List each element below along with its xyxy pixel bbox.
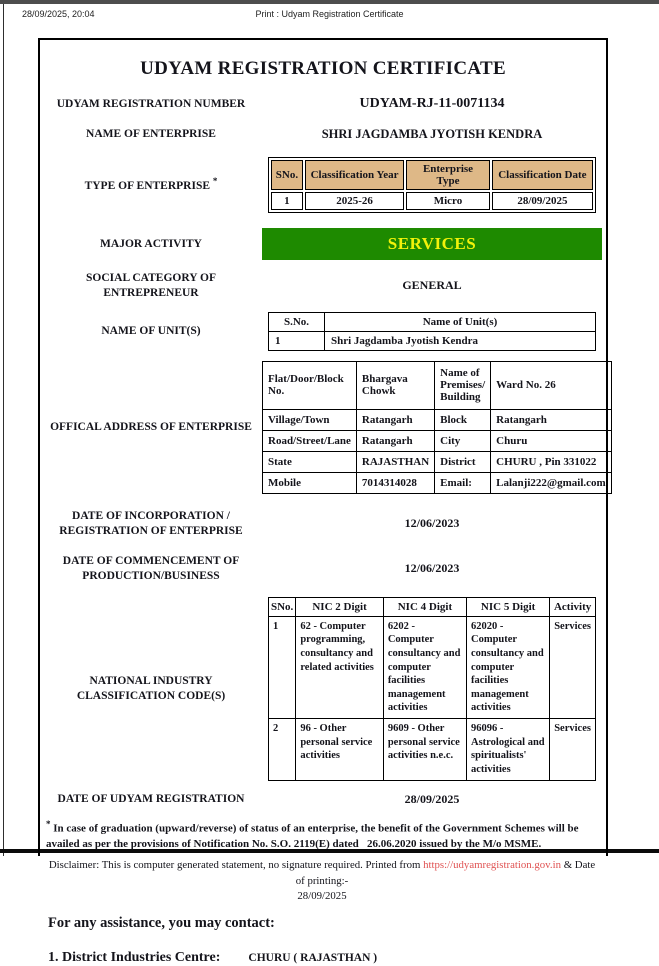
address-table-row [263, 361, 612, 409]
nic-table-header: NIC 4 Digit [383, 597, 466, 616]
print-datetime: 28/09/2025, 20:04 [22, 9, 95, 19]
social-category-row [40, 271, 606, 301]
footnote-asterisk: * [46, 818, 51, 829]
incorporation-row [40, 509, 606, 539]
address-cell: Flat/Door/Block No. [263, 361, 357, 409]
udyam-registration-link[interactable]: https://udyamregistration.gov.in [423, 859, 561, 872]
window-left-edge [3, 4, 4, 856]
enterprise-type-row [40, 157, 606, 213]
address-label: OFFICAL ADDRESS OF ENTERPRISE [50, 420, 252, 433]
disclaimer [46, 858, 598, 905]
units-row [40, 312, 606, 351]
address-table-row [263, 451, 612, 472]
address-cell: Block [435, 409, 491, 430]
commencement-label: DATE OF COMMENCEMENT OF PRODUCTION/BUSINESS [62, 554, 240, 582]
nic-cell: Services [550, 719, 596, 781]
units-table-header: S.No. [269, 312, 325, 331]
nic-cell: 9609 - Other personal service activities n.e.c. [383, 719, 466, 781]
address-cell: Ratangarh [356, 430, 434, 451]
address-row [40, 361, 606, 494]
type-table-header: Enterprise Type [406, 160, 490, 190]
nic-cell: Services [550, 616, 596, 718]
nic-table-header-row [269, 597, 596, 616]
units-label: NAME OF UNIT(S) [101, 324, 201, 337]
nic-row [40, 597, 606, 781]
units-table-row [269, 331, 596, 350]
units-table-header: Name of Unit(s) [325, 312, 596, 331]
nic-table-row [269, 719, 596, 781]
address-cell: Ratangarh [356, 409, 434, 430]
social-category-value: GENERAL [402, 278, 462, 293]
udyam-date-row [40, 792, 606, 807]
major-activity-label: MAJOR ACTIVITY [100, 237, 202, 250]
address-cell: District [435, 451, 491, 472]
enterprise-type-label [40, 176, 262, 194]
type-table-cell: 1 [271, 192, 303, 210]
address-cell: Road/Street/Lane [263, 430, 357, 451]
enterprise-type-label-text: TYPE OF ENTERPRISE [84, 179, 211, 192]
address-table-row [263, 430, 612, 451]
enterprise-name-label: NAME OF ENTERPRISE [86, 128, 216, 141]
print-doc-title: Print : Udyam Registration Certificate [255, 9, 404, 19]
address-cell: 7014314028 [356, 472, 434, 493]
address-cell: Email: [435, 472, 491, 493]
address-cell: State [263, 451, 357, 472]
nic-cell: 62020 - Computer consultancy and computer facilities management activities [467, 616, 550, 718]
nic-table-header: Activity [550, 597, 596, 616]
window-top-edge [0, 0, 659, 4]
address-cell: City [435, 430, 491, 451]
browser-print-header [0, 9, 659, 19]
nic-label: NATIONAL INDUSTRY CLASSIFICATION CODE(S) [76, 674, 226, 702]
address-cell: RAJASTHAN [356, 451, 434, 472]
type-table-cell: Micro [406, 192, 490, 210]
nic-table [268, 597, 596, 781]
disclaimer-prefix: Disclaimer: This is computer generated statement, no signature required. Printed from [48, 859, 421, 872]
address-cell: Ratangarh [491, 409, 612, 430]
registration-number-label: UDYAM REGISTRATION NUMBER [56, 97, 246, 110]
registration-number-row [40, 96, 606, 112]
incorporation-date: 12/06/2023 [404, 516, 460, 531]
type-table-header: SNo. [271, 160, 303, 190]
nic-table-header: NIC 2 Digit [296, 597, 384, 616]
units-table-cell: 1 [269, 331, 325, 350]
type-table-row [271, 192, 593, 210]
nic-cell: 6202 - Computer consultancy and computer facilities management activities [383, 616, 466, 718]
dic-value: CHURU ( RAJASTHAN ) [248, 952, 378, 965]
address-cell: CHURU , Pin 331022 [491, 451, 612, 472]
address-table [262, 361, 612, 494]
certificate-title: UDYAM REGISTRATION CERTIFICATE [140, 58, 506, 79]
certificate-box [38, 38, 608, 966]
units-table-header-row [269, 312, 596, 331]
footnote-text: In case of graduation (upward/reverse) of status of an enterprise, the benefit of the Government Schemes will be availed as per the provisions of Notification No. S.O. 2119(E) dated 26.06.2020 issued by the M/o MSME. [46, 822, 582, 851]
type-table-header: Classification Date [492, 160, 593, 190]
type-table-cell: 2025-26 [305, 192, 404, 210]
nic-table-header: SNo. [269, 597, 296, 616]
major-activity-row [40, 228, 606, 260]
assistance-heading: For any assistance, you may contact: [48, 915, 275, 932]
registration-number-value: UDYAM-RJ-11-0071134 [359, 96, 505, 111]
commencement-date: 12/06/2023 [404, 561, 460, 576]
major-activity-value: SERVICES [387, 234, 477, 253]
address-cell: Ward No. 26 [491, 361, 612, 409]
social-category-label: SOCIAL CATEGORY OF ENTREPRENEUR [86, 272, 216, 299]
address-cell: Mobile [263, 472, 357, 493]
nic-cell: 62 - Computer programming, consultancy and related activities [296, 616, 384, 718]
address-cell: Bhargava Chowk [356, 361, 434, 409]
units-table [268, 312, 596, 351]
graduation-footnote [46, 818, 598, 854]
incorporation-label: DATE OF INCORPORATION / REGISTRATION OF ENTERPRISE [59, 509, 243, 537]
nic-table-header: NIC 5 Digit [467, 597, 550, 616]
nic-cell: 96 - Other personal service activities [296, 719, 384, 781]
enterprise-type-table [268, 157, 596, 213]
address-cell: Churu [491, 430, 612, 451]
address-table-row [263, 409, 612, 430]
enterprise-name-value: SHRI JAGDAMBA JYOTISH KENDRA [321, 127, 543, 141]
type-table-header-row [271, 160, 593, 190]
major-activity-banner [262, 228, 602, 260]
commencement-row [40, 554, 606, 584]
enterprise-name-row [40, 127, 606, 142]
enterprise-type-asterisk: * [212, 176, 218, 187]
nic-cell: 96096 - Astrological and spiritualists' activities [467, 719, 550, 781]
units-table-cell: Shri Jagdamba Jyotish Kendra [325, 331, 596, 350]
type-table-header: Classification Year [305, 160, 404, 190]
address-cell: Village/Town [263, 409, 357, 430]
dic-label: 1. District Industries Centre: [48, 950, 221, 966]
nic-table-row [269, 616, 596, 718]
printing-date: 28/09/2025 [297, 890, 347, 903]
nic-cell: 1 [269, 616, 296, 718]
notes-section [40, 818, 606, 966]
disclaimer-suffix: & Date of printing:- [295, 859, 596, 887]
district-industries-centre-line [48, 950, 598, 966]
address-cell: Name of Premises/ Building [435, 361, 491, 409]
udyam-date-label: DATE OF UDYAM REGISTRATION [57, 792, 245, 805]
type-table-cell: 28/09/2025 [492, 192, 593, 210]
address-cell: Lalanji222@gmail.com [491, 472, 612, 493]
udyam-date-value: 28/09/2025 [404, 791, 460, 806]
address-table-row [263, 472, 612, 493]
nic-cell: 2 [269, 719, 296, 781]
